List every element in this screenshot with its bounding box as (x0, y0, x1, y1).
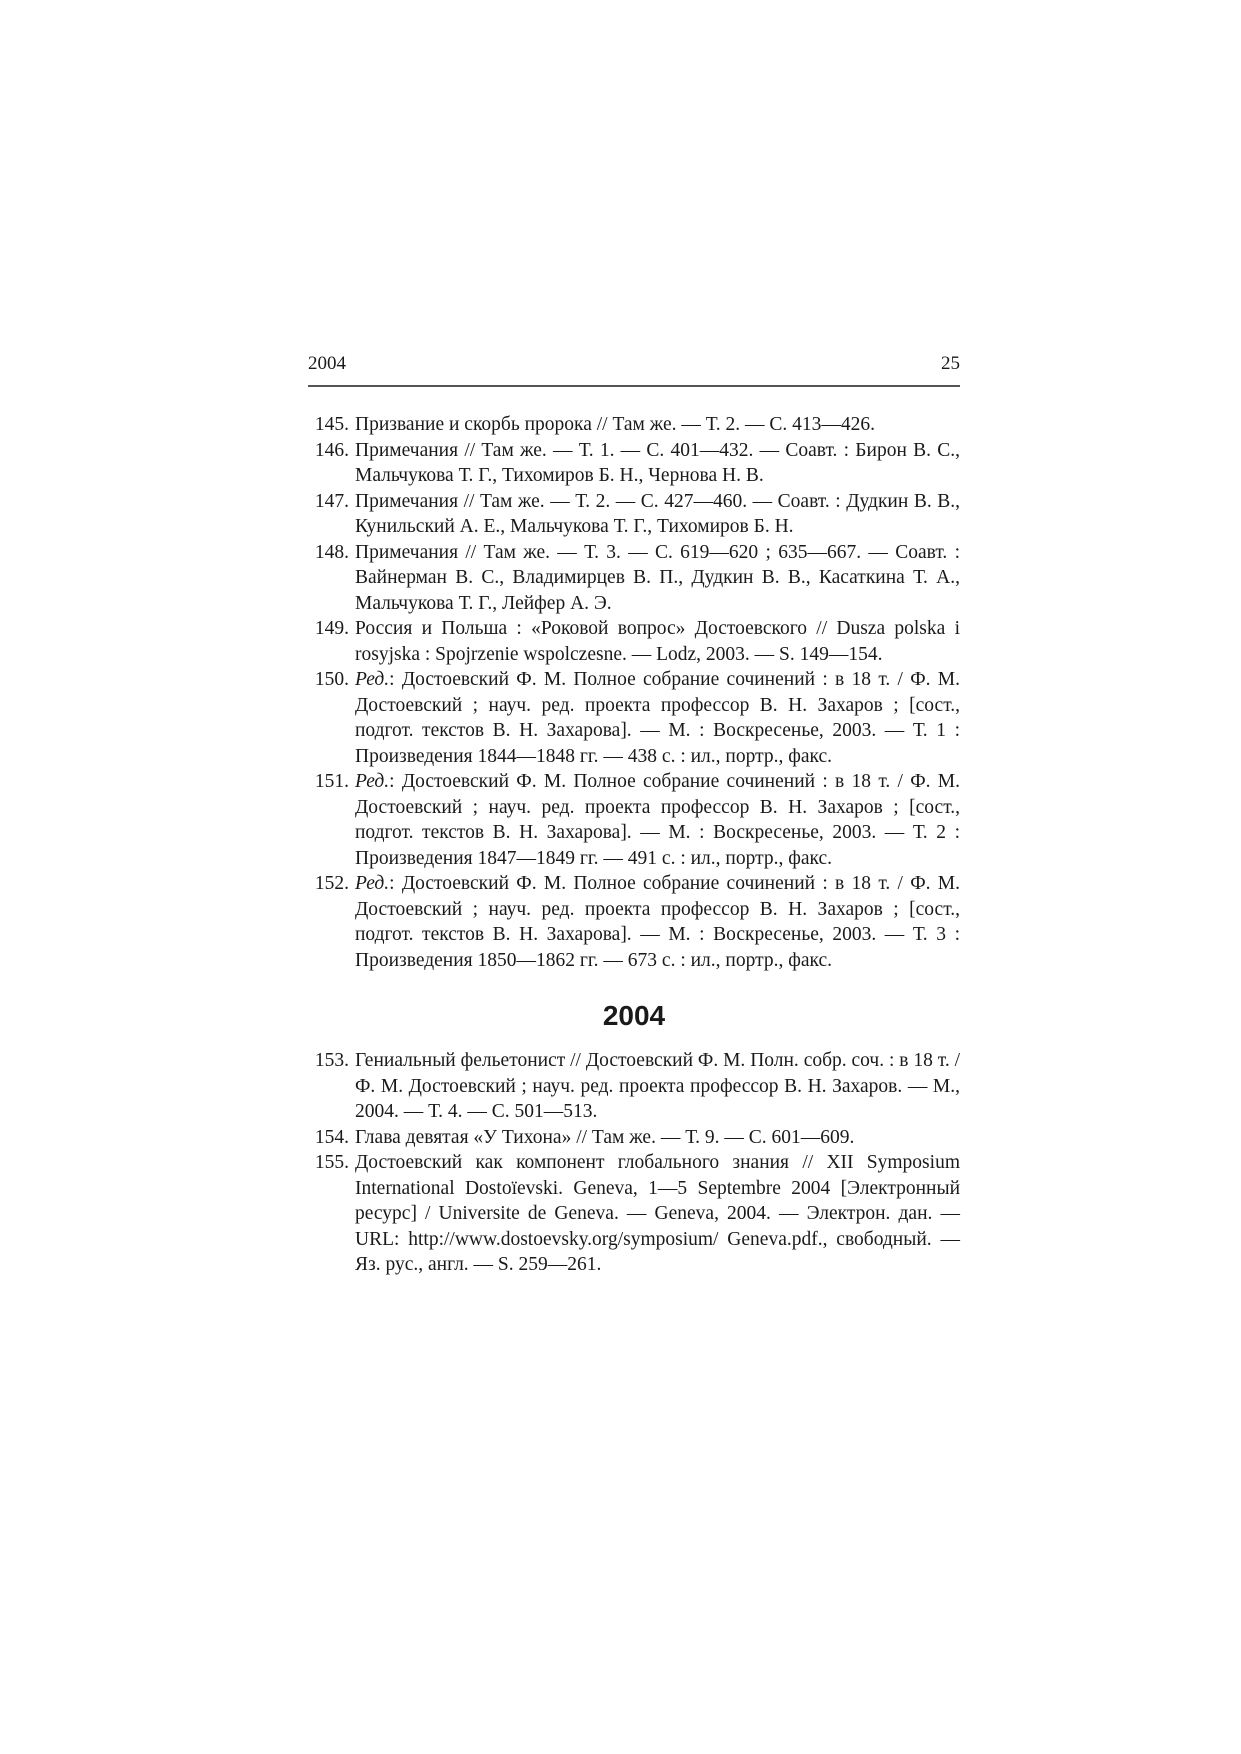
book-page (308, 352, 960, 1278)
header-year: 2004 (308, 353, 346, 374)
entry-description: Призвание и скорбь пророка // Там же. — Т. 2. — С. 413—426. (355, 414, 875, 435)
entry-number: 151. (314, 771, 349, 792)
entry-number: 145. (314, 414, 349, 435)
bibliography-entry (308, 616, 960, 667)
bibliography-entry (308, 871, 960, 973)
bibliography-entry (308, 489, 960, 540)
entry-description: Гениальный фельетонист // Достоевский Ф. М. Полн. собр. соч. : в 18 т. / Ф. М. Достоевский ; науч. ред. проекта профессор В. Н. Захаров. — М., 2004. — Т. 4. — С. 501—513. (355, 1050, 960, 1122)
entry-text (355, 667, 960, 769)
entry-description: Россия и Польша : «Роковой вопрос» Достоевского // Dusza polska i rosyjska : Spojrzenie wspolczesne. — Lodz, 2003. — S. 149—154. (355, 618, 960, 665)
entry-description: : Достоевский Ф. М. Полное собрание сочинений : в 18 т. / Ф. М. Достоевский ; науч. ред. проекта профессор В. Н. Захаров ; [сост., подгот. текстов В. Н. Захарова]. — М. : Воскресенье, 2003. — Т. 3 : Произведения 1850—1862 гг. — 673 с. : ил., портр., факс. (355, 873, 960, 971)
bibliography-list-2004 (308, 1048, 960, 1278)
entry-text (355, 412, 960, 438)
entry-number: 150. (314, 669, 349, 690)
entry-text (355, 871, 960, 973)
bibliography-entry (308, 540, 960, 617)
entry-description: Примечания // Там же. — Т. 1. — С. 401—432. — Соавт. : Бирон В. С., Мальчукова Т. Г., Тихомиров Б. Н., Чернова Н. В. (355, 439, 960, 486)
entry-description: : Достоевский Ф. М. Полное собрание сочинений : в 18 т. / Ф. М. Достоевский ; науч. ред. проекта профессор В. Н. Захаров ; [сост., подгот. текстов В. Н. Захарова]. — М. : Воскресенье, 2003. — Т. 1 : Произведения 1844—1848 гг. — 438 с. : ил., портр., факс. (355, 669, 960, 767)
entry-number: 146. (314, 439, 349, 461)
entry-text (355, 769, 960, 871)
bibliography-entry (308, 1125, 960, 1151)
entry-text (355, 489, 960, 540)
bibliography-entry (308, 1150, 960, 1278)
entry-text (355, 1125, 960, 1151)
entry-text (355, 540, 960, 617)
entry-description: Примечания // Там же. — Т. 3. — С. 619—620 ; 635—667. — Соавт. : Вайнерман В. С., Владимирцев В. П., Дудкин В. В., Касаткина Т. А., Мальчукова Т. Г., Лейфер А. Э. (355, 541, 960, 614)
entry-number: 153. (314, 1050, 349, 1071)
entry-number: 148. (314, 541, 349, 563)
entry-description: Примечания // Там же. — Т. 2. — С. 427—460. — Соавт. : Дудкин В. В., Кунильский А. Е., Мальчукова Т. Г., Тихомиров Б. Н. (355, 490, 960, 537)
entry-number: 149. (314, 618, 349, 639)
bibliography-entry (308, 769, 960, 871)
entry-number: 147. (314, 490, 349, 512)
entry-text (355, 1150, 960, 1278)
entry-description: : Достоевский Ф. М. Полное собрание сочинений : в 18 т. / Ф. М. Достоевский ; науч. ред. проекта профессор В. Н. Захаров ; [сост., подгот. текстов В. Н. Захарова]. — М. : Воскресенье, 2003. — Т. 2 : Произведения 1847—1849 гг. — 491 с. : ил., портр., факс. (355, 771, 960, 869)
entry-text (355, 1048, 960, 1125)
entry-role: Ред. (355, 771, 390, 792)
bibliography-list-2003 (308, 412, 960, 973)
entry-description: Глава девятая «У Тихона» // Там же. — Т. 9. — С. 601—609. (355, 1126, 855, 1148)
running-header (308, 352, 960, 387)
bibliography-entry (308, 438, 960, 489)
entry-role: Ред. (355, 873, 390, 894)
entry-description: Достоевский как компонент глобального знания // XII Symposium International Dostoïevski. Geneva, 1—5 Septembre 2004 [Электронный ресурс] / Universite de Geneva. — Geneva, 2004. — Электрон. дан. — URL: http://www.dostoevsky.org/symposium/ Geneva.pdf., свободный. — Яз. рус., англ. — S. 259—261. (355, 1152, 960, 1275)
entry-text (355, 438, 960, 489)
entry-number: 155. (314, 1152, 349, 1173)
page-number: 25 (941, 353, 960, 374)
entry-number: 154. (314, 1126, 349, 1148)
year-section-heading: 2004 (602, 1000, 666, 1031)
entry-text (355, 616, 960, 667)
entry-number: 152. (314, 873, 349, 894)
bibliography-entry (308, 667, 960, 769)
bibliography-entry (308, 412, 960, 438)
bibliography-entry (308, 1048, 960, 1125)
entry-role: Ред. (355, 669, 390, 690)
